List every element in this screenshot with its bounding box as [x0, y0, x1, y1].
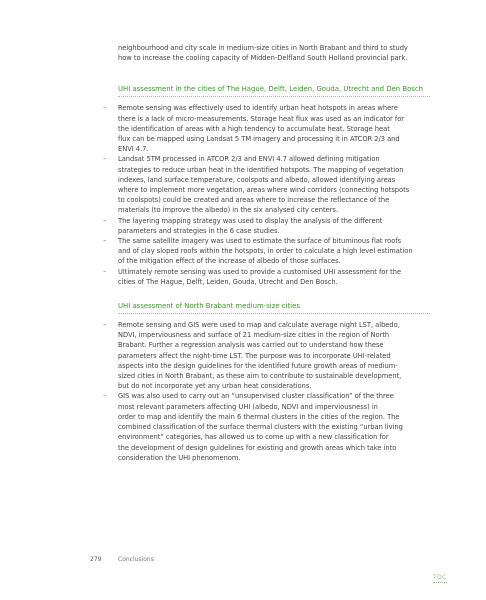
intro-line: how to increase the cooling capacity of Midden-Delfland South Holland provincial park.	[118, 54, 408, 63]
bullet-line: the development of design guidelines for existing and growth areas which take into	[118, 443, 397, 452]
bullet-line: but do not incorporate yet any urban heat considerations.	[118, 382, 312, 391]
bullet-item	[103, 154, 430, 215]
bullet-line: strategies to reduce urban heat in the identified hotspots. The mapping of vegetation	[118, 165, 404, 174]
bullet-item	[103, 320, 430, 391]
bullet-line: consideration the UHI phenomenom.	[118, 453, 241, 462]
bullet-line: there is a lack of micro-measurements. Storage heat flux was used as an indicator for	[118, 114, 405, 123]
bullet-list-six-cities	[103, 103, 430, 287]
page-number: 279	[90, 556, 102, 563]
toc-dotted-underline	[433, 582, 447, 583]
bullet-list-north-brabant	[103, 320, 430, 463]
footer-section-title: Conclusions	[118, 556, 154, 563]
bullet-line: parameters affect the night-time LST. The purpose was to incorporate UHI-related	[118, 351, 391, 360]
bullet-line: sized cities in North Brabant, as these aim to contribute to sustainable development,	[118, 372, 402, 381]
dash-bullet-icon: –	[103, 392, 107, 401]
bullet-line: parameters and strategies in the 6 case studies.	[118, 226, 280, 235]
dash-bullet-icon: –	[103, 321, 107, 330]
bullet-line: The layering mapping strategy was used to display the analysis of the different	[118, 216, 383, 225]
bullet-line: the identification of areas with a high tendency to accumulate heat. Storage heat	[118, 124, 390, 133]
bullet-line: environment” categories, has allowed us to come up with a new classification for	[118, 433, 389, 442]
bullet-line: indexes, land surface temperature, coolspots and albedo, allowed identifying areas	[118, 175, 396, 184]
bullet-line: materials (to improve the albedo) in the six analysed city centers.	[118, 206, 338, 215]
bullet-line: of the mitigation effect of the increase of albedo of those surfaces.	[118, 257, 341, 266]
bullet-line: Ultimately remote sensing was used to provide a customised UHI assessment for the	[118, 267, 402, 276]
bullet-item	[103, 216, 430, 236]
bullet-item	[103, 267, 430, 287]
dash-bullet-icon: –	[103, 216, 107, 225]
section-heading-north-brabant: UHI assessment of North Brabant medium-size cities	[118, 302, 300, 311]
bullet-line: Remote sensing was effectively used to identify urban heat hotspots in areas where	[118, 104, 398, 113]
bullet-line: GIS was also used to carry out an “unsupervised cluster classification” of the three	[118, 392, 394, 401]
bullet-line: to coolspots) could be created and areas where to increase the reflectance of the	[118, 196, 390, 205]
dash-bullet-icon: –	[103, 267, 107, 276]
bullet-item	[103, 391, 430, 462]
bullet-line: ENVI 4.7.	[118, 145, 149, 154]
bullet-line: where to implement more vegetation, areas where wind corridors (connecting hotspots	[118, 186, 410, 195]
bullet-line: most relevant parameters affecting UHI (albedo, NDVI and imperviousness) in	[118, 402, 378, 411]
dash-bullet-icon: –	[103, 104, 107, 113]
bullet-line: combined classification of the surface thermal clusters with the existing “urban living	[118, 423, 403, 432]
bullet-line: The same satellite imagery was used to estimate the surface of bituminous flat roofs	[118, 237, 402, 246]
dash-bullet-icon: –	[103, 237, 107, 246]
bullet-line: aspects into the design guidelines for the identified future growth areas of medium-	[118, 361, 398, 370]
dotted-divider	[118, 96, 430, 97]
bullet-line: Landsat 5TM processed in ATCOR 2/3 and ENVI 4.7 allowed defining mitigation	[118, 155, 380, 164]
bullet-item	[103, 236, 430, 267]
page-content	[103, 43, 430, 463]
bullet-line: Remote sensing and GIS were used to map and calculate average night LST, albedo,	[118, 321, 400, 330]
bullet-line: and of clay sloped roofs within the hotspots, in order to calculate a high level estimation	[118, 247, 413, 256]
dash-bullet-icon: –	[103, 155, 107, 164]
toc-link[interactable]: TOC	[433, 574, 447, 581]
bullet-line: Brabant. Further a regression analysis was carried out to understand how these	[118, 341, 384, 350]
bullet-line: order to map and identify the main 6 thermal clusters in the cities of the region. The	[118, 412, 400, 421]
section-heading-uhi-six-cities: UHI assessment in the cities of The Hague, Delft, Leiden, Gouda, Utrecht and Den Bosch	[118, 85, 424, 94]
bullet-line: cities of The Hague, Delft, Leiden, Gouda, Utrecht and Den Bosch.	[118, 277, 338, 286]
intro-line: neighbourhood and city scale in medium-size cities in North Brabant and third to study	[118, 44, 408, 52]
bullet-line: flux can be mapped using Landsat 5 TM imagery and processing it in ATCOR 2/3 and	[118, 135, 400, 144]
intro-paragraph	[118, 43, 430, 63]
bullet-item	[103, 103, 430, 154]
bullet-line: NDVI, imperviousness and surface of 21 medium-size cities in the region of North	[118, 331, 390, 340]
dotted-divider	[118, 313, 430, 314]
